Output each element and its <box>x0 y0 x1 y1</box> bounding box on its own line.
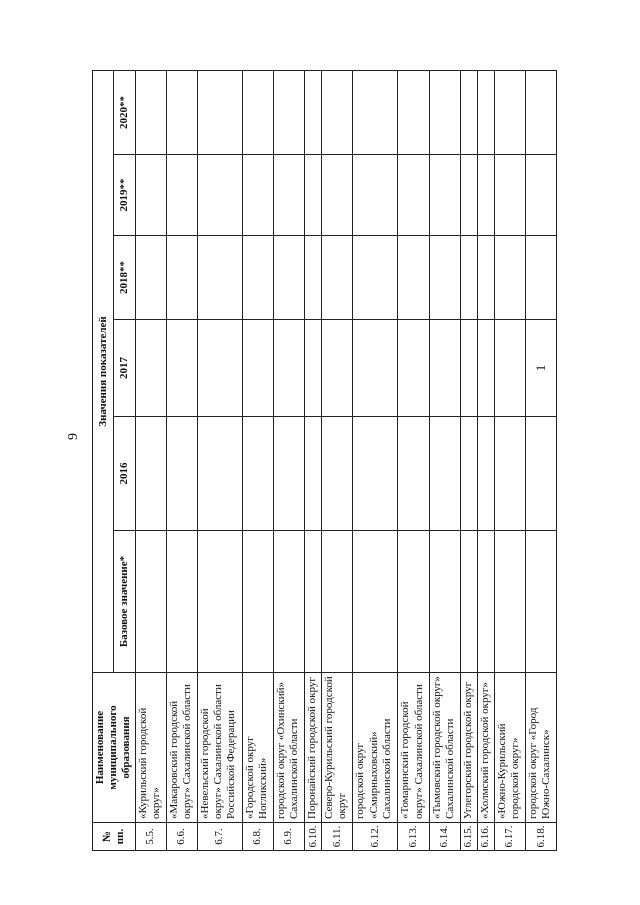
table-row <box>242 70 273 850</box>
table-row <box>197 70 242 850</box>
value-cell <box>429 155 460 236</box>
value-cell <box>322 155 353 236</box>
value-cell <box>353 236 398 320</box>
header-2018: 2018** <box>114 236 135 320</box>
value-cell <box>477 70 494 154</box>
value-cell <box>135 417 166 531</box>
row-number: 6.10. <box>305 823 322 851</box>
value-cell <box>494 417 525 531</box>
value-cell <box>477 155 494 236</box>
value-cell <box>273 531 304 673</box>
value-cell <box>494 155 525 236</box>
municipality-name: «Томаринский городской округ» Сахалинской области <box>398 673 429 823</box>
value-cell <box>526 155 557 236</box>
value-cell <box>429 320 460 417</box>
value-cell <box>460 320 477 417</box>
header-2019: 2019** <box>114 155 135 236</box>
municipality-name: «Южно-Курильский городской округ» <box>494 673 525 823</box>
value-cell <box>526 236 557 320</box>
header-name: Наименование муниципального образования <box>93 673 136 823</box>
row-number: 6.17. <box>494 823 525 851</box>
municipality-name: «Макаровский городской округ» Сахалинской области <box>166 673 197 823</box>
header-group: Значения показателей <box>93 70 114 672</box>
table-row <box>353 70 398 850</box>
row-number: 6.8. <box>242 823 273 851</box>
row-number: 5.5. <box>135 823 166 851</box>
value-cell <box>353 531 398 673</box>
value-cell <box>322 70 353 154</box>
value-cell <box>242 320 273 417</box>
row-number: 6.12. <box>353 823 398 851</box>
value-cell <box>135 155 166 236</box>
value-cell <box>353 155 398 236</box>
value-cell <box>460 155 477 236</box>
value-cell <box>135 236 166 320</box>
value-cell <box>353 320 398 417</box>
value-cell: 1 <box>526 320 557 417</box>
value-cell <box>305 531 322 673</box>
value-cell <box>273 417 304 531</box>
row-number: 6.14. <box>429 823 460 851</box>
row-number: 6.7. <box>197 823 242 851</box>
value-cell <box>305 417 322 531</box>
row-number: 6.9. <box>273 823 304 851</box>
value-cell <box>353 417 398 531</box>
value-cell <box>135 320 166 417</box>
header-2016: 2016 <box>114 417 135 531</box>
value-cell <box>166 155 197 236</box>
municipality-name: «Городской округ Ногликский» <box>242 673 273 823</box>
municipality-name: городской округ «Охинский» Сахалинской области <box>273 673 304 823</box>
row-number: 6.13. <box>398 823 429 851</box>
value-cell <box>242 417 273 531</box>
value-cell <box>273 155 304 236</box>
value-cell <box>398 320 429 417</box>
value-cell <box>429 531 460 673</box>
municipality-name: «Курильский городской округ» <box>135 673 166 823</box>
value-cell <box>494 320 525 417</box>
value-cell <box>477 236 494 320</box>
value-cell <box>305 236 322 320</box>
value-cell <box>526 70 557 154</box>
value-cell <box>460 531 477 673</box>
value-cell <box>460 417 477 531</box>
value-cell <box>477 320 494 417</box>
municipality-name: «Тымовский городской округ» Сахалинской области <box>429 673 460 823</box>
value-cell <box>398 155 429 236</box>
value-cell <box>305 155 322 236</box>
table-row <box>460 70 477 850</box>
value-cell <box>398 70 429 154</box>
table-row <box>429 70 460 850</box>
municipality-name: городской округ «Смирныховский» Сахалинской области <box>353 673 398 823</box>
value-cell <box>242 236 273 320</box>
table-row <box>305 70 322 850</box>
municipality-name: городской округ «Город Южно-Сахалинск» <box>526 673 557 823</box>
header-num: № пп. <box>93 823 136 851</box>
value-cell <box>305 320 322 417</box>
value-cell <box>526 417 557 531</box>
row-number: 6.6. <box>166 823 197 851</box>
value-cell <box>273 320 304 417</box>
value-cell <box>197 155 242 236</box>
value-cell <box>398 531 429 673</box>
rotated-table-wrapper <box>92 71 553 851</box>
value-cell <box>429 70 460 154</box>
value-cell <box>494 236 525 320</box>
value-cell <box>197 320 242 417</box>
row-number: 6.11. <box>322 823 353 851</box>
value-cell <box>197 531 242 673</box>
value-cell <box>197 236 242 320</box>
value-cell <box>477 531 494 673</box>
value-cell <box>322 320 353 417</box>
value-cell <box>526 531 557 673</box>
indicators-table <box>92 70 557 851</box>
value-cell <box>166 531 197 673</box>
value-cell <box>429 417 460 531</box>
value-cell <box>460 236 477 320</box>
value-cell <box>322 236 353 320</box>
value-cell <box>242 531 273 673</box>
value-cell <box>273 236 304 320</box>
table-row <box>273 70 304 850</box>
row-number: 6.16. <box>477 823 494 851</box>
value-cell <box>166 236 197 320</box>
municipality-name: «Холмский городской округ» <box>477 673 494 823</box>
value-cell <box>305 70 322 154</box>
table-row <box>477 70 494 850</box>
table-row <box>166 70 197 850</box>
value-cell <box>460 70 477 154</box>
value-cell <box>322 417 353 531</box>
value-cell <box>494 70 525 154</box>
header-base: Базовое значение* <box>114 531 135 673</box>
municipality-name: Поронайский городской округ <box>305 673 322 823</box>
municipality-name: Углегорский городской округ <box>460 673 477 823</box>
value-cell <box>242 70 273 154</box>
row-number: 6.18. <box>526 823 557 851</box>
table-row <box>494 70 525 850</box>
value-cell <box>398 236 429 320</box>
table-row <box>135 70 166 850</box>
value-cell <box>166 70 197 154</box>
table-row <box>322 70 353 850</box>
value-cell <box>197 70 242 154</box>
value-cell <box>477 417 494 531</box>
value-cell <box>197 417 242 531</box>
table-row <box>398 70 429 850</box>
municipality-name: Северо-Курильский городской округ <box>322 673 353 823</box>
municipality-name: «Невельский городской округ» Сахалинской области Российской Федерации <box>197 673 242 823</box>
value-cell <box>429 236 460 320</box>
value-cell <box>135 70 166 154</box>
value-cell <box>135 531 166 673</box>
page-number: 9 <box>66 433 81 440</box>
header-2017: 2017 <box>114 320 135 417</box>
row-number: 6.15. <box>460 823 477 851</box>
value-cell <box>353 70 398 154</box>
table-row <box>526 70 557 850</box>
value-cell <box>242 155 273 236</box>
value-cell <box>398 417 429 531</box>
value-cell <box>494 531 525 673</box>
value-cell <box>322 531 353 673</box>
value-cell <box>166 417 197 531</box>
value-cell <box>166 320 197 417</box>
value-cell <box>273 70 304 154</box>
header-2020: 2020** <box>114 70 135 154</box>
